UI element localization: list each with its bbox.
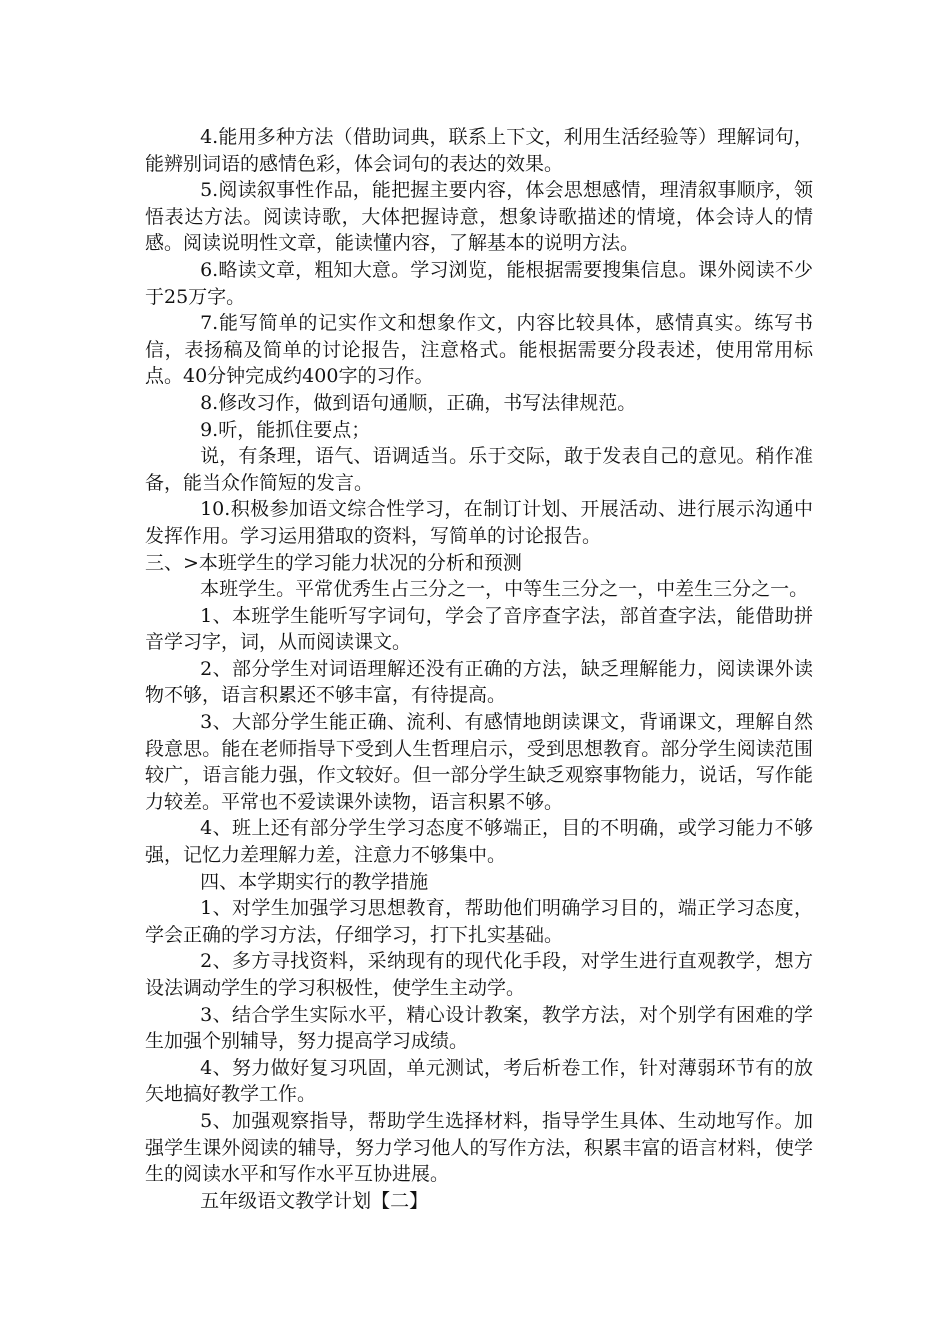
paragraph-item-9-speak: 说，有条理，语气、语调适当。乐于交际，敢于发表自己的意见。稍作准备，能当众作简短的发言。 — [145, 445, 813, 494]
paragraph-item-4: 4.能用多种方法（借助词典，联系上下文，利用生活经验等）理解词句，能辨别词语的感情色彩，体会词句的表达的效果。 — [145, 126, 813, 175]
document-body — [145, 124, 813, 1214]
section-heading-3: 三、>本班学生的学习能力状况的分析和预测 — [145, 551, 522, 574]
paragraph-item-7: 7.能写简单的记实作文和想象作文，内容比较具体，感情真实。练写书信，表扬稿及简单的讨论报告，注意格式。能根据需要分段表述，使用常用标点。40分钟完成约400字的习作。 — [145, 312, 813, 388]
paragraph-item-8: 8.修改习作，做到语句通顺，正确，书写法律规范。 — [200, 391, 637, 414]
paragraph-item-9-listen: 9.听，能抓住要点； — [200, 418, 371, 441]
paragraph-analysis-2: 2、部分学生对词语理解还没有正确的方法，缺乏理解能力，阅读课外读物不够，语言积累还不够丰富，有待提高。 — [145, 657, 813, 707]
paragraph-class-overview: 本班学生。平常优秀生占三分之一，中等生三分之一，中差生三分之一。 — [200, 578, 809, 601]
paragraph-analysis-1: 1、本班学生能听写字词句，学会了音序查字法，部首查字法，能借助拼音学习字，词，从而阅读课文。 — [145, 604, 813, 654]
section-heading-4: 四、本学期实行的教学措施 — [200, 870, 429, 893]
paragraph-analysis-4: 4、班上还有部分学生学习态度不够端正，目的不明确，或学习能力不够强，记忆力差理解力差，注意力不够集中。 — [145, 817, 813, 867]
paragraph-measure-4: 4、努力做好复习巩固，单元测试，考后析卷工作，针对薄弱环节有的放矢地搞好教学工作。 — [145, 1056, 813, 1106]
paragraph-item-5: 5.阅读叙事性作品，能把握主要内容，体会思想感情，理清叙事顺序，领悟表达方法。阅读诗歌，大体把握诗意，想象诗歌描述的情境，体会诗人的情感。阅读说明性文章，能读懂内容，了解基本的说明方法。 — [145, 179, 813, 255]
paragraph-measure-1: 1、对学生加强学习思想教育，帮助他们明确学习目的，端正学习态度，学会正确的学习方法，仔细学习，打下扎实基础。 — [145, 897, 813, 946]
paragraph-measure-3: 3、结合学生实际水平，精心设计教案，教学方法，对个别学有困难的学生加强个别辅导，努力提高学习成绩。 — [145, 1003, 813, 1053]
paragraph-item-6: 6.略读文章，粗知大意。学习浏览，能根据需要搜集信息。课外阅读不少于25万字。 — [145, 258, 813, 308]
paragraph-analysis-3: 3、大部分学生能正确、流利、有感情地朗读课文，背诵课文，理解自然段意思。能在老师指导下受到人生哲理启示，受到思想教育。部分学生阅读范围较广，语言能力强，作文较好。但一部分学生缺乏观察事物能力，说话，写作能力较差。平常也不爱读课外读物，语言积累不够。 — [145, 711, 813, 813]
paragraph-item-10: 10.积极参加语文综合性学习，在制订计划、开展活动、进行展示沟通中发挥作用。学习运用猎取的资料，写简单的讨论报告。 — [145, 498, 813, 547]
paragraph-measure-5: 5、加强观察指导，帮助学生选择材料，指导学生具体、生动地写作。加强学生课外阅读的辅导，努力学习他人的写作方法，积累丰富的语言材料，使学生的阅读水平和写作水平互协进展。 — [145, 1109, 813, 1186]
paragraph-measure-2: 2、多方寻找资料，采纳现有的现代化手段，对学生进行直观教学，想方设法调动学生的学习积极性，使学生主动学。 — [145, 950, 813, 999]
next-plan-title: 五年级语文教学计划【二】 — [200, 1189, 429, 1212]
